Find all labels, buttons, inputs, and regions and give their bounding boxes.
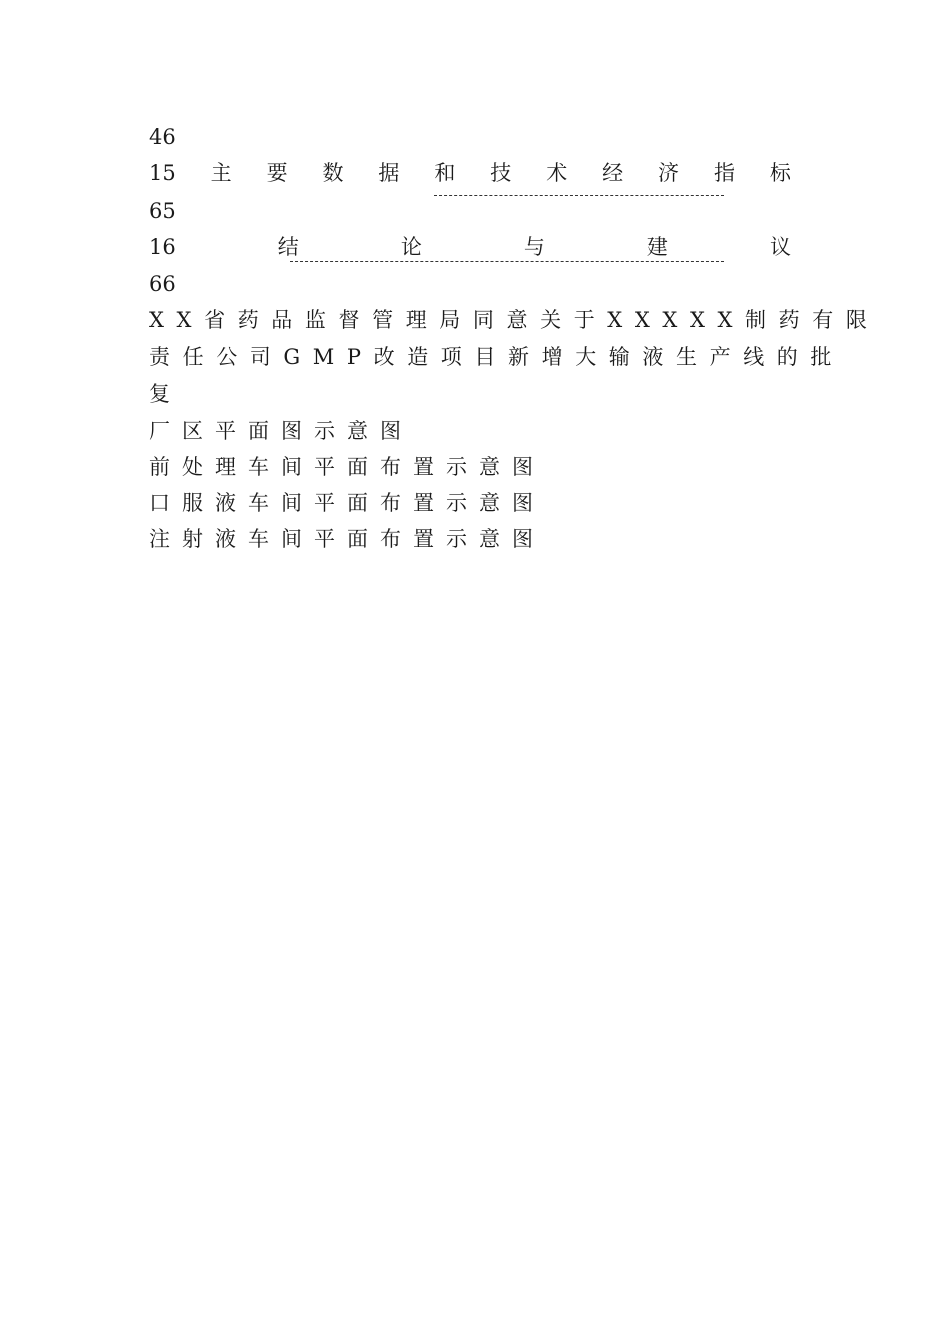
toc-entry-16-number: 16 [149, 235, 176, 259]
toc-entry-15-char: 数 [322, 161, 344, 185]
toc-entry-15-char: 据 [378, 161, 400, 185]
toc-entry-16-char: 建 [646, 235, 668, 259]
toc-entry-15-char: 要 [266, 161, 288, 185]
toc-entry-16-char: 议 [769, 235, 791, 259]
approval-title-line: 复 [149, 382, 170, 406]
toc-page-number-66: 66 [149, 272, 176, 296]
toc-entry-16-char: 结 [277, 235, 299, 259]
approval-title-line: XX省药品监督管理局同意关于XXXXX制药有限 [149, 308, 880, 332]
toc-page-number-65: 65 [149, 199, 176, 223]
toc-entry-16-char: 与 [523, 235, 545, 259]
appendix-injection-plan: 注射液车间平面布置示意图 [149, 527, 545, 551]
toc-entry-15-char: 经 [602, 161, 624, 185]
toc-entry-15-number: 15 [149, 161, 176, 185]
toc-entry-15-char: 技 [490, 161, 512, 185]
approval-title-line: 责任公司GMP改造项目新增大输液生产线的批 [149, 345, 845, 369]
toc-page-number-46: 46 [149, 125, 176, 149]
toc-entry-16-char: 论 [400, 235, 422, 259]
toc-entry-15-char: 主 [210, 161, 232, 185]
toc-leader-dots [434, 195, 724, 196]
appendix-pre-processing-plan: 前处理车间平面布置示意图 [149, 455, 545, 479]
appendix-site-plan: 厂区平面图示意图 [149, 419, 413, 443]
toc-entry-15-char: 和 [434, 161, 456, 185]
toc-entry-16 [149, 233, 791, 261]
toc-entry-15-char: 指 [713, 161, 735, 185]
toc-leader-dots [290, 261, 724, 262]
toc-entry-15 [149, 159, 791, 187]
toc-entry-15-char: 济 [658, 161, 680, 185]
appendix-oral-liquid-plan: 口服液车间平面布置示意图 [149, 491, 545, 515]
toc-entry-15-char: 标 [769, 161, 791, 185]
toc-entry-15-char: 术 [546, 161, 568, 185]
